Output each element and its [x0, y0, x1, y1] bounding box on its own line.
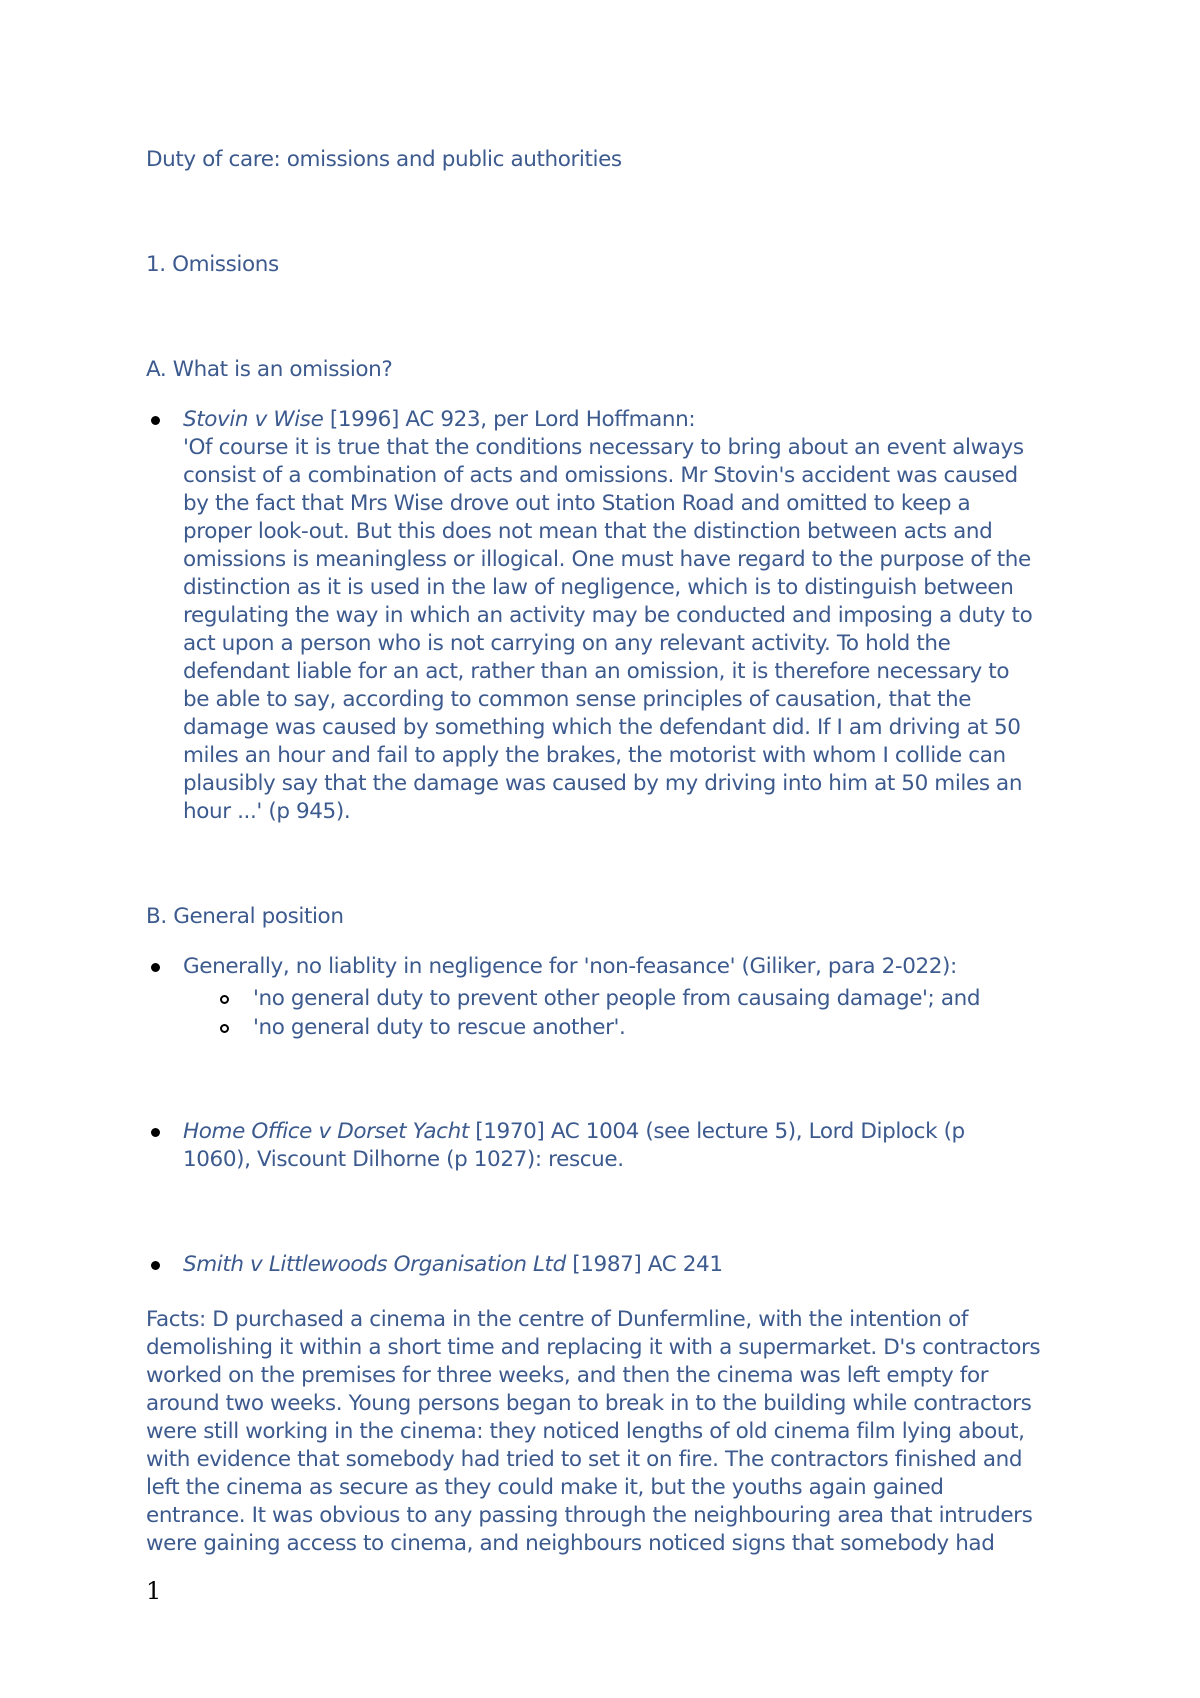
- bullet-icon: [151, 416, 160, 425]
- dorset-yacht-bullet: [183, 1118, 965, 1174]
- smith-citation: [1987] AC 241: [565, 1252, 723, 1277]
- quote-line: plausibly say that the damage was caused by my driving into him at 50 miles an: [183, 771, 1023, 796]
- dorset-line: [183, 1118, 965, 1146]
- quote-line: miles an hour and fail to apply the brakes, the motorist with whom I collide can: [183, 743, 1006, 768]
- case-name-stovin: Stovin v Wise: [183, 407, 324, 432]
- bullet-icon: [151, 1128, 160, 1137]
- quote-line: by the fact that Mrs Wise drove out into Station Road and omitted to keep a: [183, 491, 971, 516]
- dorset-citation: [1970] AC 1004 (see lecture 5), Lord Diplock (p: [468, 1119, 965, 1144]
- quote-line: 'Of course it is true that the conditions necessary to bring about an event always: [183, 435, 1024, 460]
- sub-bullet-icon: [220, 995, 229, 1004]
- quote-line: defendant liable for an act, rather than an omission, it is therefore necessary to: [183, 659, 1010, 684]
- facts-line: worked on the premises for three weeks, and then the cinema was left empty for: [146, 1363, 989, 1388]
- page-number: 1: [146, 1577, 162, 1605]
- general-position-sub-item: 'no general duty to prevent other people from causaing damage'; and: [253, 986, 981, 1011]
- bullet-icon: [151, 963, 160, 972]
- facts-line: were gaining access to cinema, and neighbours noticed signs that somebody had: [146, 1531, 995, 1556]
- quote-line: damage was caused by something which the defendant did. If I am driving at 50: [183, 715, 1021, 740]
- stovin-citation: [1996] AC 923, per Lord Hoffmann:: [323, 407, 696, 432]
- stovin-heading-line: [183, 406, 1032, 434]
- document-title: Duty of care: omissions and public authorities: [146, 147, 622, 172]
- dorset-line: 1060), Viscount Dilhorne (p 1027): rescue.: [183, 1147, 624, 1172]
- quote-line: be able to say, according to common sense principles of causation, that the: [183, 687, 972, 712]
- subsection-heading-general-position: B. General position: [146, 904, 344, 929]
- stovin-quote-block: [183, 406, 1032, 826]
- quote-line: omissions is meaningless or illogical. One must have regard to the purpose of the: [183, 547, 1031, 572]
- general-position-sub-item: 'no general duty to rescue another'.: [253, 1015, 626, 1040]
- bullet-icon: [151, 1261, 160, 1270]
- case-name-smith: Smith v Littlewoods Organisation Ltd: [183, 1252, 566, 1277]
- quote-line: act upon a person who is not carrying on any relevant activity. To hold the: [183, 631, 951, 656]
- section-heading-omissions: 1. Omissions: [146, 252, 279, 277]
- quote-line: proper look-out. But this does not mean that the distinction between acts and: [183, 519, 993, 544]
- facts-line: with evidence that somebody had tried to set it on fire. The contractors finished and: [146, 1447, 1023, 1472]
- general-position-bullet: Generally, no liablity in negligence for 'non-feasance' (Giliker, para 2-022):: [183, 954, 957, 979]
- facts-line: left the cinema as secure as they could make it, but the youths again gained: [146, 1475, 944, 1500]
- facts-line: Facts: D purchased a cinema in the centre of Dunfermline, with the intention of: [146, 1307, 968, 1332]
- facts-line: around two weeks. Young persons began to break in to the building while contractors: [146, 1391, 1032, 1416]
- facts-line: demolishing it within a short time and replacing it with a supermarket. D's contractors: [146, 1335, 1041, 1360]
- subsection-heading-what-is-omission: A. What is an omission?: [146, 357, 393, 382]
- case-name-dorset: Home Office v Dorset Yacht: [183, 1119, 469, 1144]
- smith-bullet: [183, 1251, 723, 1279]
- quote-line: hour ...' (p 945).: [183, 799, 351, 824]
- smith-facts-paragraph: [146, 1306, 1040, 1558]
- facts-line: entrance. It was obvious to any passing through the neighbouring area that intruders: [146, 1503, 1033, 1528]
- quote-line: regulating the way in which an activity may be conducted and imposing a duty to: [183, 603, 1033, 628]
- quote-line: consist of a combination of acts and omissions. Mr Stovin's accident was caused: [183, 463, 1018, 488]
- quote-line: distinction as it is used in the law of negligence, which is to distinguish between: [183, 575, 1014, 600]
- facts-line: were still working in the cinema: they noticed lengths of old cinema film lying about,: [146, 1419, 1025, 1444]
- sub-bullet-icon: [220, 1024, 229, 1033]
